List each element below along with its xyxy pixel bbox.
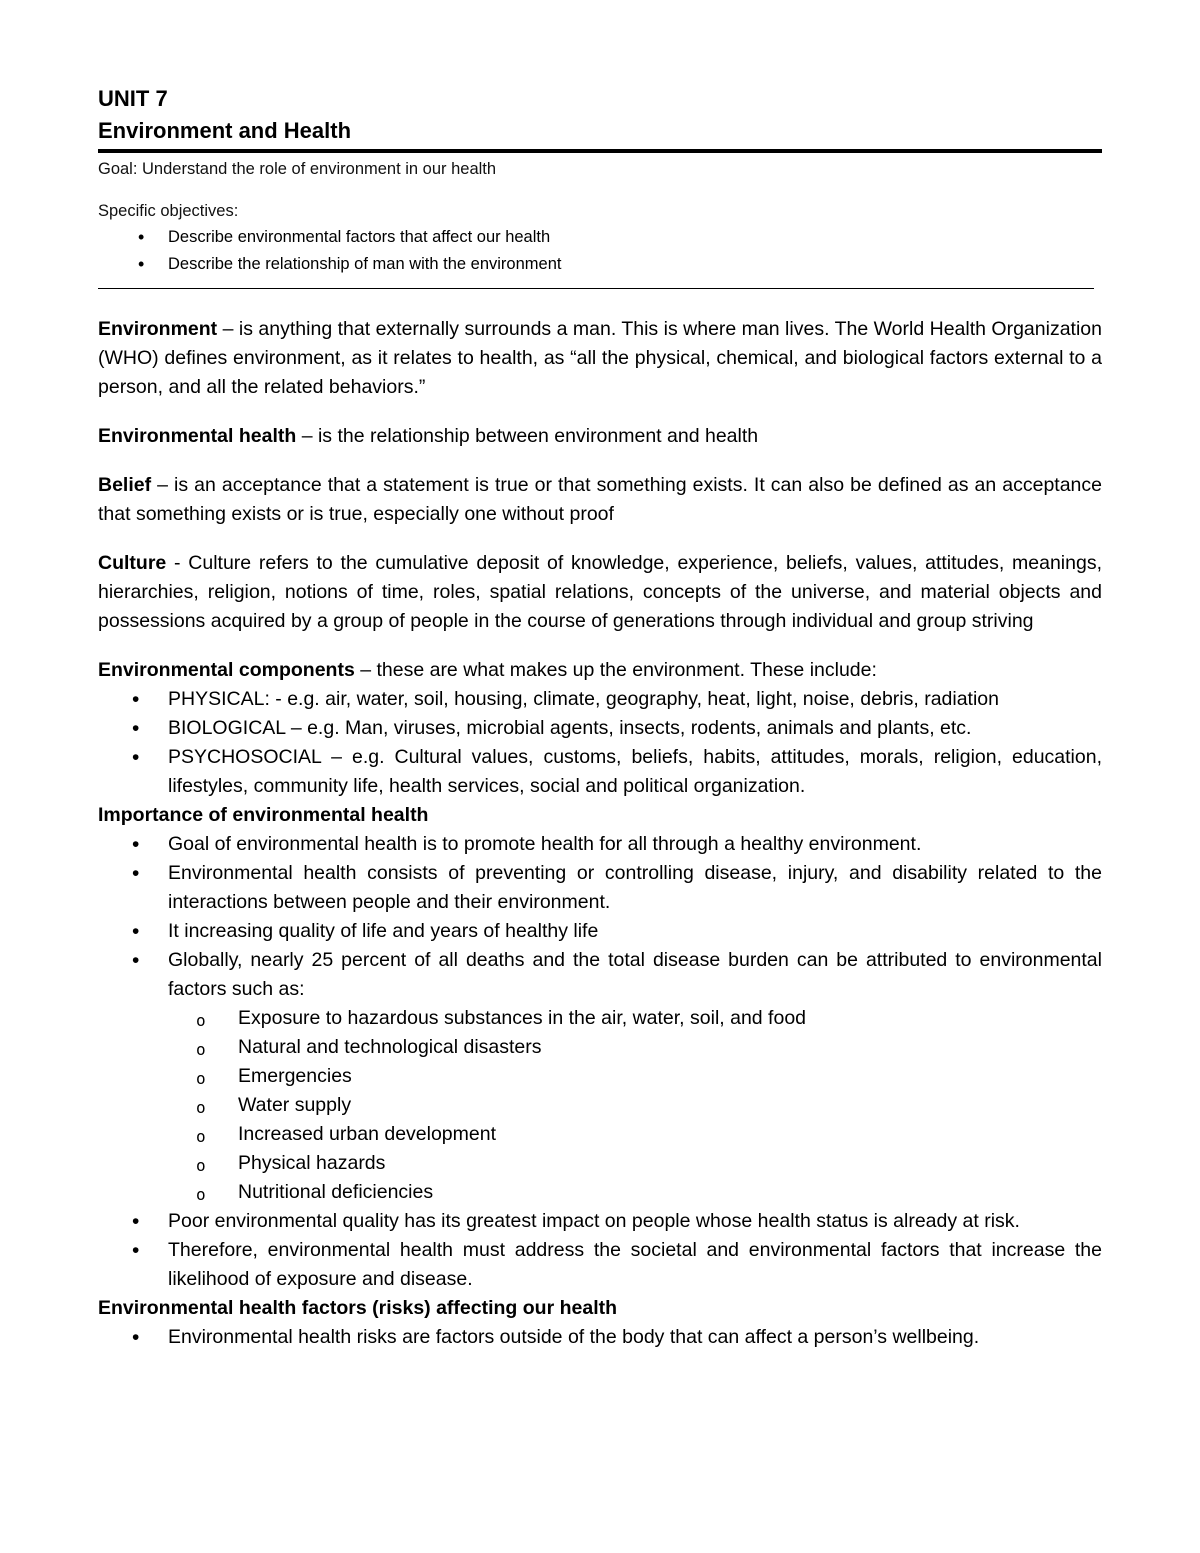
definition-text: - Culture refers to the cumulative deposit of knowledge, experience, beliefs, values, attitudes, meanings, hierarchies, religion, notions of time, roles, spatial relations, concepts of the universe, and material objects and possessions acquired by a group of people in the course of generations through individual and group striving <box>98 552 1102 632</box>
list-item: • BIOLOGICAL – e.g. Man, viruses, microbial agents, insects, rodents, animals and plants, etc. <box>98 714 1102 743</box>
document-title: Environment and Health <box>98 116 1102 153</box>
list-item: • PSYCHOSOCIAL – e.g. Cultural values, customs, beliefs, habits, attitudes, morals, religion, education, lifestyles, community life, health services, social and political organization. <box>98 743 1102 801</box>
risks-heading: Environmental health factors (risks) affecting our health <box>98 1297 618 1319</box>
definition-term: Environmental health <box>98 425 297 447</box>
risks-list <box>98 1323 1102 1352</box>
importance-list <box>98 830 1102 1294</box>
unit-number: UNIT 7 <box>98 86 168 111</box>
sublist-item: o Emergencies <box>168 1062 1102 1091</box>
list-item: • Goal of environmental health is to promote health for all through a healthy environment. <box>98 830 1102 859</box>
environmental-factors-sublist <box>168 1004 1102 1207</box>
definition-belief <box>98 471 1102 529</box>
list-item: • Environmental health consists of preventing or controlling disease, injury, and disability related to the interactions between people and their environment. <box>98 859 1102 917</box>
definition-term: Environmental components <box>98 659 355 681</box>
definition-term: Environment <box>98 318 218 340</box>
objectives-list <box>98 224 1102 278</box>
sublist-item: o Nutritional deficiencies <box>168 1178 1102 1207</box>
sublist-item: o Exposure to hazardous substances in the air, water, soil, and food <box>168 1004 1102 1033</box>
goal-statement: Goal: Understand the role of environment in our health <box>98 160 497 178</box>
definition-text: – is an acceptance that a statement is true or that something exists. It can also be defined as an acceptance that something exists or is true, especially one without proof <box>98 474 1102 525</box>
sublist-item: o Physical hazards <box>168 1149 1102 1178</box>
objective-item: • Describe the relationship of man with the environment <box>98 251 1102 278</box>
sublist-item: o Natural and technological disasters <box>168 1033 1102 1062</box>
definition-text: – is the relationship between environment and health <box>296 425 759 447</box>
list-item: • PHYSICAL: - e.g. air, water, soil, housing, climate, geography, heat, light, noise, debris, radiation <box>98 685 1102 714</box>
list-item: • Environmental health risks are factors outside of the body that can affect a person’s wellbeing. <box>98 1323 1102 1352</box>
definition-components <box>98 656 1102 685</box>
sublist-item: o Increased urban development <box>168 1120 1102 1149</box>
sublist-item: o Water supply <box>168 1091 1102 1120</box>
definition-text: – these are what makes up the environment. These include: <box>354 659 877 681</box>
definition-term: Culture <box>98 552 167 574</box>
definition-environment <box>98 315 1102 402</box>
components-list <box>98 685 1102 801</box>
section-divider <box>98 288 1094 289</box>
definition-term: Belief <box>98 474 152 496</box>
importance-heading: Importance of environmental health <box>98 804 429 826</box>
objectives-label: Specific objectives: <box>98 202 239 220</box>
list-item: • Therefore, environmental health must address the societal and environmental factors that increase the likelihood of exposure and disease. <box>98 1236 1102 1294</box>
definition-text: – is anything that externally surrounds a man. This is where man lives. The World Health Organization (WHO) defines environment, as it relates to health, as “all the physical, chemical, and biological factors external to a person, and all the related behaviors.” <box>98 318 1102 398</box>
list-item-text: Globally, nearly 25 percent of all deaths and the total disease burden can be attributed to environmental factors such as: <box>168 949 1102 1000</box>
definition-environmental-health <box>98 422 1102 451</box>
objective-item: • Describe environmental factors that affect our health <box>98 224 1102 251</box>
list-item <box>98 946 1102 1207</box>
definition-culture <box>98 549 1102 636</box>
list-item: • Poor environmental quality has its greatest impact on people whose health status is already at risk. <box>98 1207 1102 1236</box>
list-item: • It increasing quality of life and years of healthy life <box>98 917 1102 946</box>
